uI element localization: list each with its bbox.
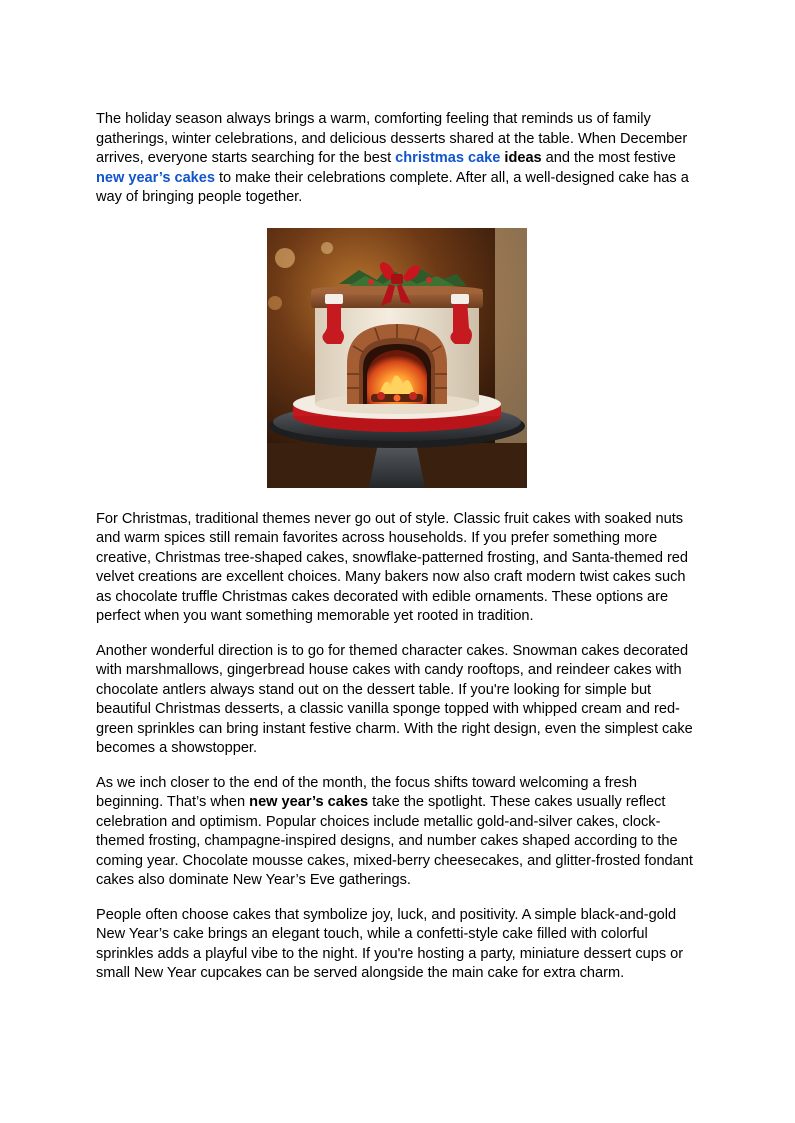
new-year-text-2: take the spotlight. These cakes usually reflect celebration and optimism. Popular choices include metallic gold-and-silver cakes, clock-themed frosting, champagne-inspired designs, and number cakes shaped according to the coming year. Chocolate mousse cakes, mixed-berry cheesecakes, and glitter-frosted fondant cakes also dominate New Year’s Eve gatherings. <box>96 794 693 888</box>
ideas-bold: ideas <box>504 150 542 166</box>
intro-paragraph <box>96 110 700 208</box>
new-years-cakes-link[interactable]: new year’s cakes <box>96 169 215 186</box>
intro-text-3: to make their celebrations complete. After all, a well-designed cake has a way of bringing people together. <box>96 169 689 205</box>
christmas-themes-paragraph: For Christmas, traditional themes never go out of style. Classic fruit cakes with soaked nuts and warm spices still remain favorites across households. If you prefer something more creative, Christmas tree-shaped cakes, snowflake-patterned frosting, and Santa-themed red velvet creations are excellent choices. Many bakers now also craft modern twist cakes such as chocolate truffle Christmas cakes decorated with edible ornaments. These options are perfect when you want something memorable yet rooted in tradition. <box>96 510 689 624</box>
intro-text-1: The holiday season always brings a warm, comforting feeling that reminds us of family gatherings, winter celebrations, and delicious desserts shared at the table. When December arrives, everyone starts searching for the best <box>96 111 688 166</box>
intro-text-2: and the most festive <box>541 150 676 166</box>
fireplace-cake-image <box>267 228 527 488</box>
christmas-cake-link[interactable]: christmas cake <box>395 150 501 166</box>
document-page <box>96 110 700 984</box>
new-year-paragraph <box>96 774 700 891</box>
character-cakes-paragraph: Another wonderful direction is to go for themed character cakes. Snowman cakes decorated with marshmallows, gingerbread house cakes with candy rooftops, and reindeer cakes with chocolate antlers always stand out on the dessert table. If you're looking for simple but beautiful Christmas desserts, a classic vanilla sponge topped with whipped cream and red-green sprinkles can bring instant festive charm. With the right design, even the simplest cake becomes a showstopper. <box>96 642 693 756</box>
new-years-cakes-bold: new year’s cakes <box>249 794 369 810</box>
symbolism-paragraph: People often choose cakes that symbolize joy, luck, and positivity. A simple black-and-gold New Year’s cake brings an elegant touch, while a confetti-style cake filled with colorful sprinkles adds a playful vibe to the night. If you're hosting a party, miniature dessert cups or small New Year cupcakes can be served alongside the main cake for extra charm. <box>96 906 684 981</box>
new-year-text-1: As we inch closer to the end of the month, the focus shifts toward welcoming a fresh beginning. That’s when <box>96 774 637 810</box>
